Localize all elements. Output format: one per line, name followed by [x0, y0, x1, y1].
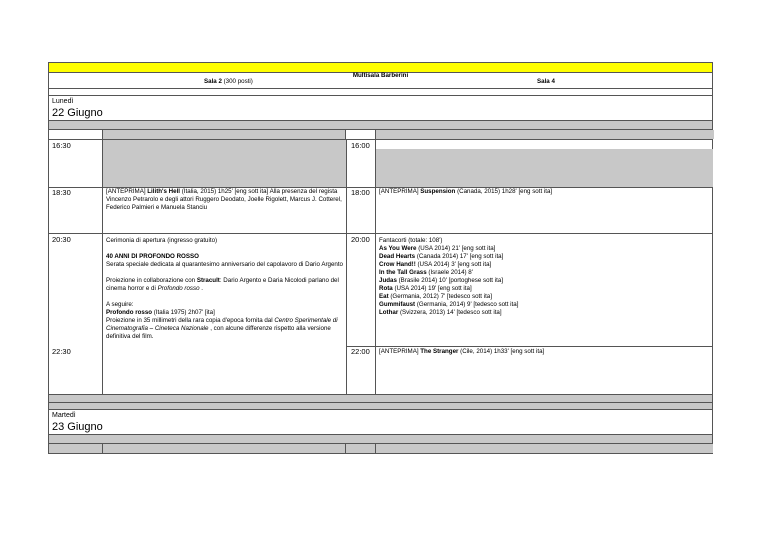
short-film: Rota (USA 2014) 19' [eng sott ita]	[379, 285, 472, 292]
time-2230: 22:30	[52, 347, 71, 356]
event-the-stranger: [ANTEPRIMA] The Stranger (Cile, 2014) 1h33' [eng sott ita]	[379, 348, 545, 355]
gray-band	[48, 395, 713, 403]
empty-slot-1630	[103, 140, 346, 187]
gray-band	[48, 403, 713, 410]
event-fantacorti: Fantacorti (totale: 108') As You Were (USA 2014) 21' [eng sott ita] Dead Hearts (Canada 2014) 17' [eng sott ita] Crow Hand!! (USA 2014) 3' [eng sott ita] In the Tall Grass (Israele 2014) 8' Judas (Brasile 2014) 10' [portoghese sott ita] Rota (USA 2014) 19' [eng sott ita] Eat (Germania, 2012) 7' [tedesco sott ita] Gummifaust (Germania, 2014) 9' [tedesco sott ita] Lothar (Svizzera, 2013) 14' [tedesco sott ita]	[379, 237, 699, 317]
time-2000: 20:00	[351, 235, 370, 244]
room-header-row	[48, 73, 713, 89]
empty-slot-1600	[376, 149, 713, 187]
time-1800: 18:00	[351, 188, 370, 197]
time-2200: 22:00	[351, 347, 370, 356]
short-film: As You Were (USA 2014) 21' [eng sott ita]	[379, 245, 496, 252]
day-1-header	[48, 96, 713, 121]
time-1630: 16:30	[52, 141, 71, 150]
gray-band	[48, 435, 713, 444]
short-film: Dead Hearts (Canada 2014) 17' [eng sott ita]	[379, 253, 504, 260]
short-film: Eat (Germania, 2012) 7' [tedesco sott ita]	[379, 293, 492, 300]
time-1830: 18:30	[52, 188, 71, 197]
event-suspension: [ANTEPRIMA] Suspension (Canada, 2015) 1h28' [eng sott ita]	[379, 188, 553, 195]
short-film: In the Tall Grass (Israele 2014) 8'	[379, 269, 473, 276]
time-2030: 20:30	[52, 235, 71, 244]
gray-band	[48, 121, 713, 130]
cinema-title-bar	[48, 62, 713, 79]
sala4-header: Sala 4	[537, 78, 555, 85]
day-2-header	[48, 410, 713, 435]
sala2-header: Sala 2 (300 posti)	[204, 78, 253, 85]
spacer-row	[48, 89, 713, 96]
cinema-title: Multisala Barberini	[352, 72, 409, 79]
short-film: Crow Hand!! (USA 2014) 3' [eng sott ita]	[379, 261, 492, 268]
day-1-weekday: Lunedì	[52, 98, 74, 105]
day-2-weekday: Martedì	[52, 412, 76, 419]
day-1-date: 22 Giugno	[52, 107, 103, 119]
event-opening-ceremony: Cerimonia di apertura (ingresso gratuito) 40 ANNI DI PROFONDO ROSSO Serata speciale dedicata al quarantesimo anniversario del capolavoro di Dario Argento Proiezione in collaborazione con Stracult: Dario Argento e Daria Nicolodi parlano del cinema horror e di Profondo rosso . A seguire: Profondo rosso (Italia 1975) 2h07' [ita] Proiezione in 35 millimetri della rara copia d'epoca fornita dal Centro Sperimentale di Cinematografia – Cineteca Nazionale , con alcune differenze rispetto alla versione definitiva del film.	[106, 237, 343, 340]
short-film: Lothar (Svizzera, 2013) 14' [tedesco sott ita]	[379, 309, 502, 316]
day-2-date: 23 Giugno	[52, 421, 103, 433]
time-1600: 16:00	[351, 141, 370, 150]
event-lilith-hell: [ANTEPRIMA] Lilith's Hell (Italia, 2015) 1h25' [eng sott ita] Alla presenza del regista Vincenzo Petrarolo e degli attori Ruggero Deodato, Joelle Rigolett, Marcus J. Cotterel, Federico Palmieri e Manuela Stanciu	[106, 188, 342, 211]
short-film: Gummifaust (Germania, 2014) 9' [tedesco sott ita]	[379, 301, 519, 308]
short-film: Judas (Brasile 2014) 10' [portoghese sott ita]	[379, 277, 503, 284]
column-header-row	[48, 130, 713, 140]
column-header-row	[48, 444, 713, 454]
day-1-schedule	[48, 140, 713, 395]
